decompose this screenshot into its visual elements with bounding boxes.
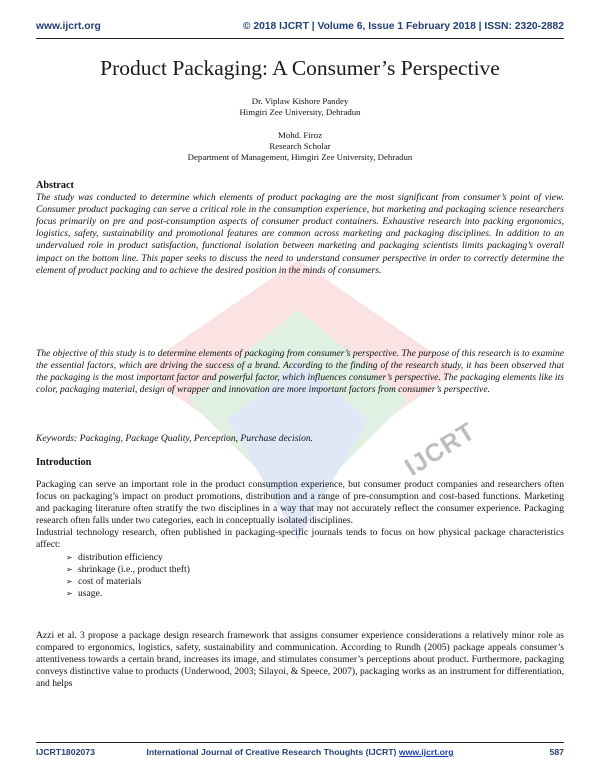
keywords: Keywords: Packaging, Package Quality, Perception, Purchase decision. (36, 433, 314, 444)
list-item: ➢ shrinkage (i.e., product theft) (66, 563, 190, 575)
paper-id: IJCRT1802073 (36, 747, 95, 757)
arrow-bullet-icon: ➢ (66, 576, 73, 586)
paper-title: Product Packaging: A Consumer’s Perspective (100, 56, 500, 80)
watermark-text: IJCRT (400, 417, 481, 482)
author-name: Mohd. Firoz (278, 130, 322, 140)
abstract-heading: Abstract (36, 180, 74, 191)
abstract-section (36, 180, 564, 277)
page-header (36, 21, 564, 37)
intro-paragraph-2: Industrial technology research, often published in packaging-specific journals tends to focus on how physical package characteristics affect: (36, 527, 564, 551)
header-rule (36, 38, 564, 39)
bullet-list (36, 552, 564, 600)
author-block-1 (0, 96, 600, 118)
author-affiliation: Department of Management, Himgiri Zee University, Dehradun (187, 152, 413, 162)
intro-paragraph-1: Packaging can serve an important role in the product consumption experience, but consumer product companies and researchers often focus on packaging’s impact on product promotions, distribution and a range of pre-consumption and cost-based functions. Marketing and packaging literature often stratify the two disciplines in a way that may not accurately reflect the consumer experience. Packaging research often falls under two categories, each in conceptually isolated disciplines. (36, 479, 564, 527)
objective-paragraph: The objective of this study is to determine elements of packaging from consumer’s perspective. The purpose of this research is to examine the essential factors, which are driving the success of a brand. According to the finding of the research study, it has been observed that the packaging is the most important factor and powerful factor, which influences consumer’s perspective. The packaging elements like its color, packaging material, design of wrapper and innovation are more important factors from consumer’s perspective. (36, 348, 564, 396)
author-block-2 (0, 130, 600, 163)
arrow-bullet-icon: ➢ (66, 588, 73, 598)
list-item: ➢ usage. (66, 587, 103, 599)
arrow-bullet-icon: ➢ (66, 552, 73, 562)
list-item: ➢ distribution efficiency (66, 551, 163, 563)
journal-link[interactable]: www.ijcrt.org (398, 747, 454, 757)
journal-name: International Journal of Creative Research Thoughts (IJCRT) www.ijcrt.org (146, 747, 454, 757)
author-name: Dr. Viplaw Kishore Pandey (251, 96, 349, 106)
journal-info: © 2018 IJCRT | Volume 6, Issue 1 February 2018 | ISSN: 2320-2882 (242, 21, 564, 32)
list-item: ➢ cost of materials (66, 575, 142, 587)
author-role: Research Scholar (269, 141, 331, 151)
introduction-heading: Introduction (36, 457, 92, 468)
author-affiliation: Himgiri Zee University, Dehradun (239, 107, 361, 117)
arrow-bullet-icon: ➢ (66, 564, 73, 574)
footer-rule (36, 742, 564, 743)
introduction-section (36, 479, 564, 600)
objective-section (36, 348, 564, 396)
journal-site[interactable]: www.ijcrt.org (36, 21, 101, 32)
intro-paragraph-3: Azzi et al. 3 propose a package design research framework that assigns consumer experience considerations a relatively minor role as compared to ergonomics, logistics, safety, sustainability and communication. According to Rundh (2005) package appeals consumer’s attentiveness towards a certain brand, increases its image, and stimulates consumer’s perceptions about product. Furthermore, packaging conveys distinctive value to products (Underwood, 2003; Silayoi, & Speece, 2007), packaging works as an instrument for differentiation, and helps (36, 630, 564, 690)
abstract-paragraph: The study was conducted to determine which elements of product packaging are the most significant from consumer’s point of view. Consumer product packaging can serve a critical role in the consumption experience, but marketing and packaging science researchers focus primarily on pre and post-consumption aspects of consumer product containers. Exhaustive research into packing ergonomics, logistics, safety, sustainability and promotional features are common across marketing and packaging disciplines. In addition to an undervalued role in product satisfaction, functional isolation between marketing and packaging scientists limits packaging’s overall impact on the bottom line. This paper seeks to discuss the need to understand consumer perspective in order to correctly determine the element of product packing and to achieve the desired position in the minds of consumers. (36, 192, 564, 276)
page-number: 587 (549, 747, 564, 757)
